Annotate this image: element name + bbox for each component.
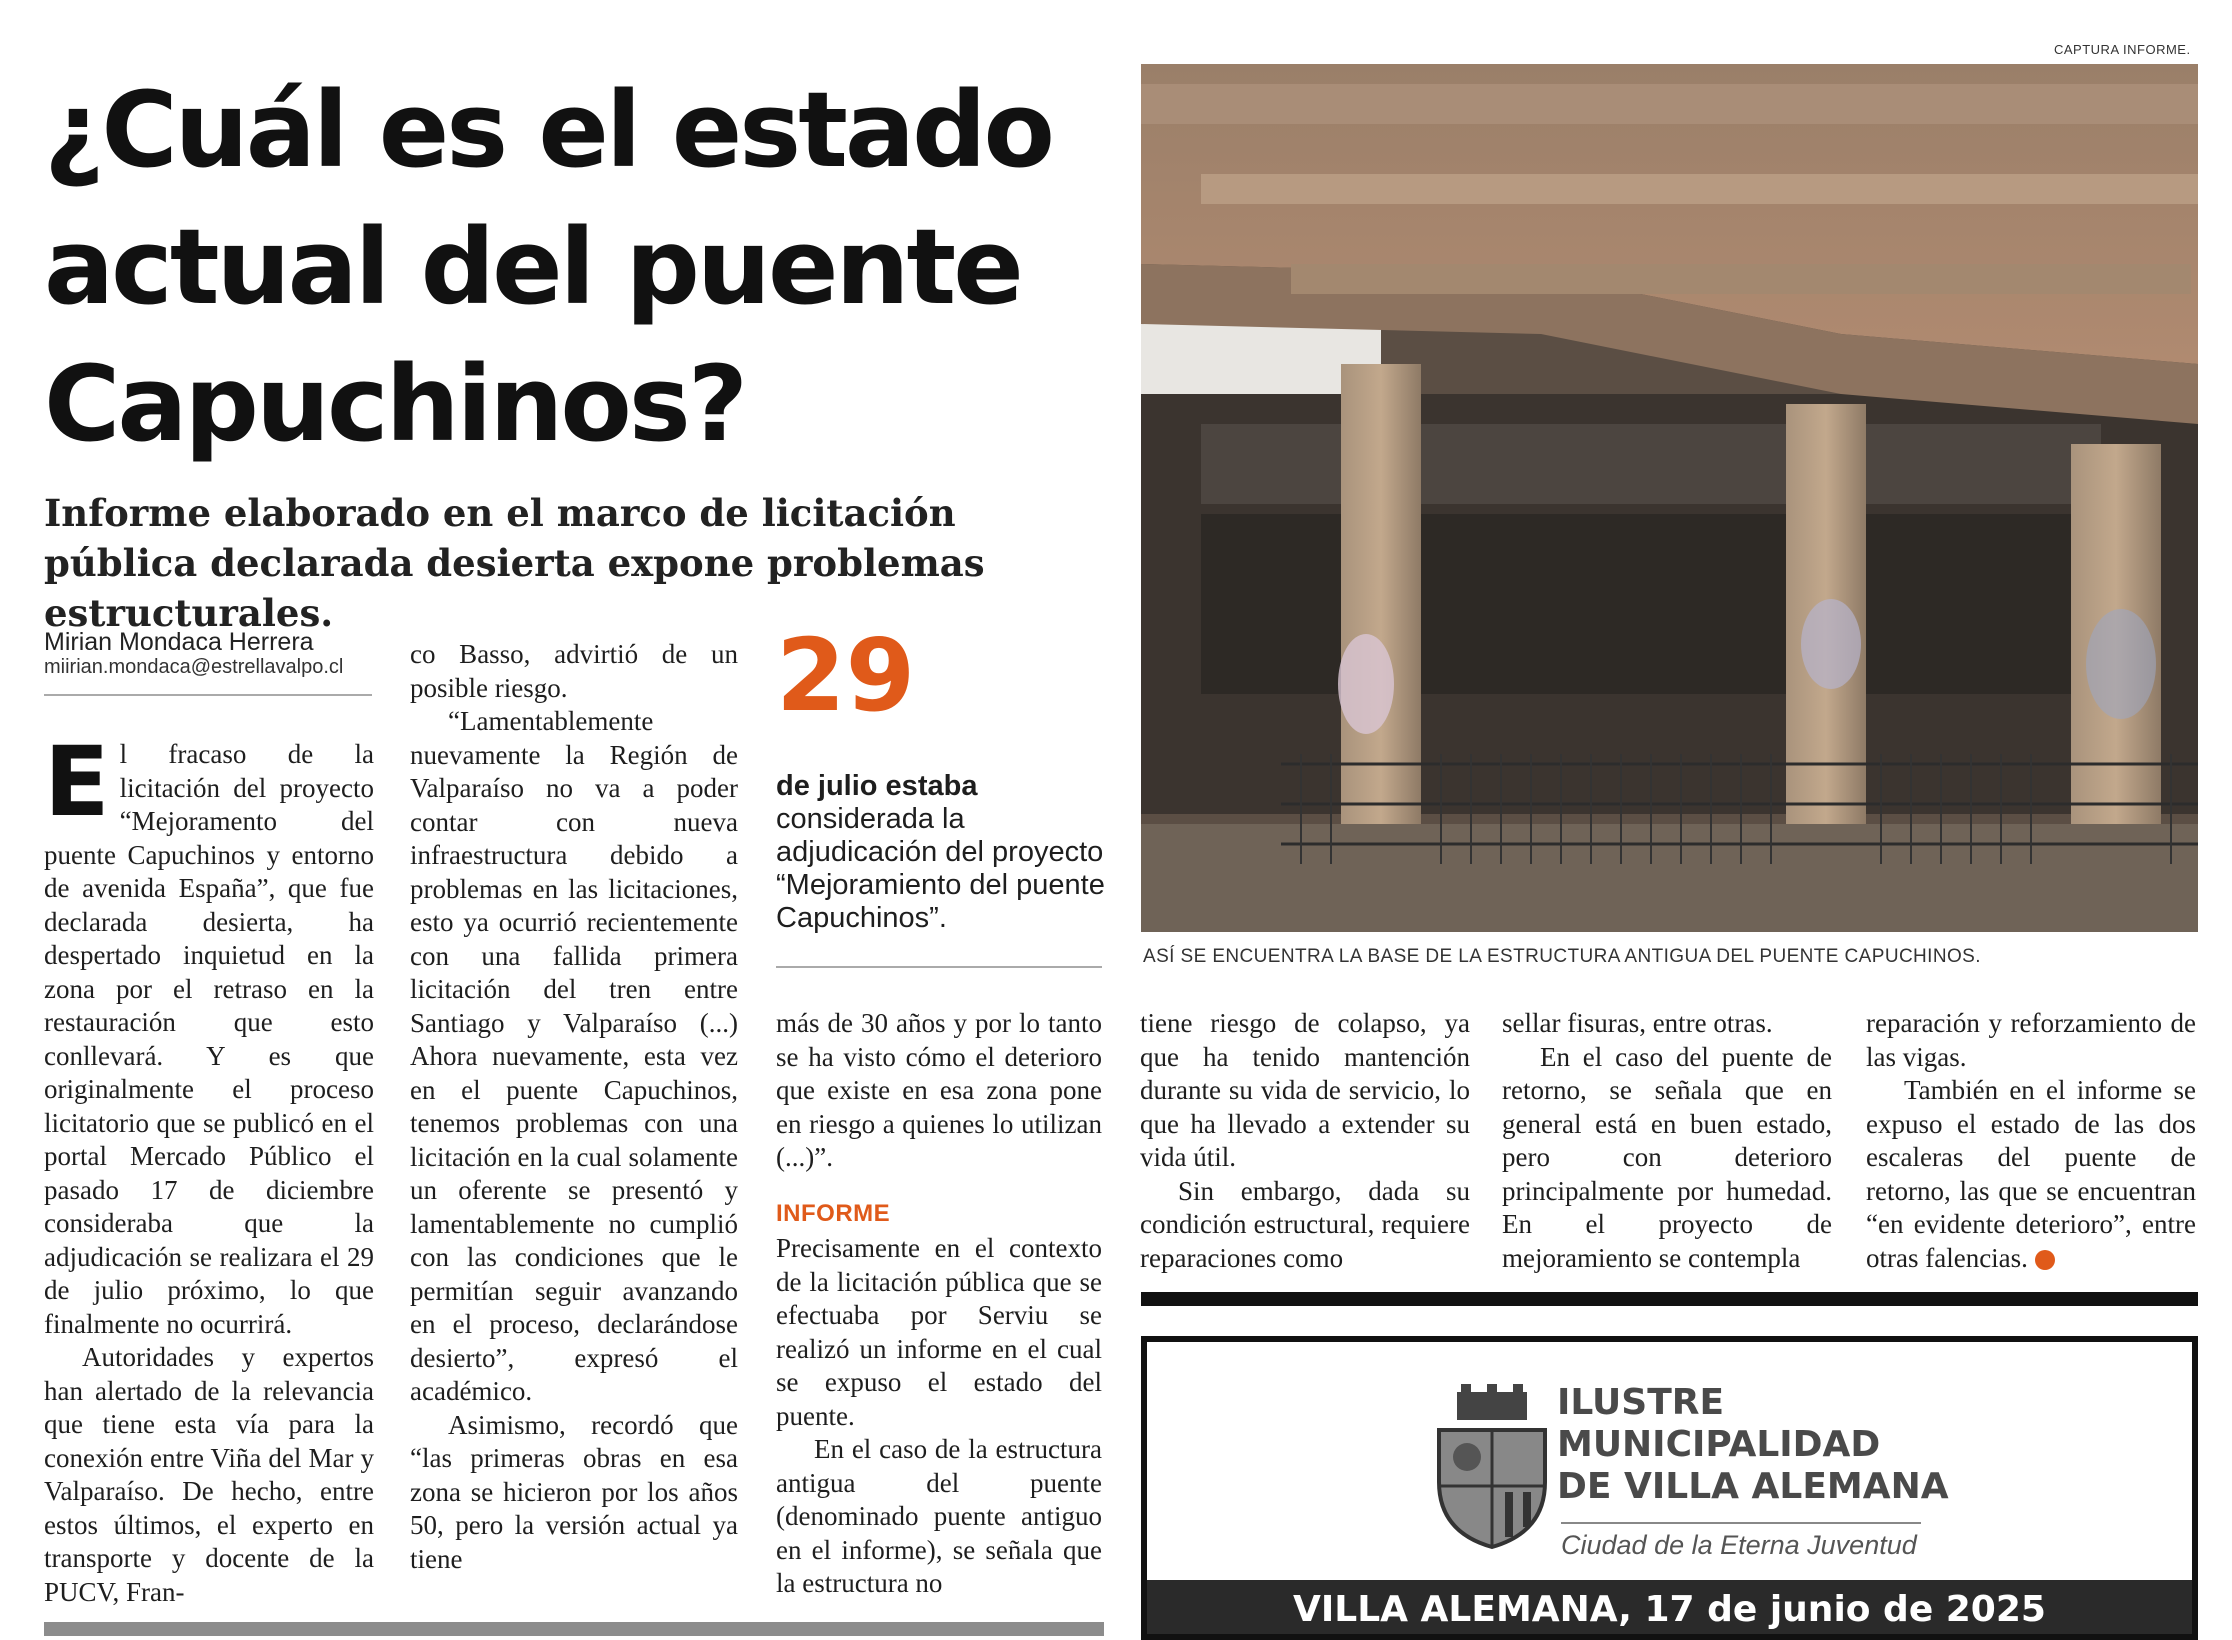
paragraph: En el caso de la estructura antigua del puente (denominado puente antiguo en el informe), se señala que la estructura no	[776, 1434, 1102, 1598]
municipality-line: ILUSTRE	[1557, 1382, 1725, 1423]
highlight-divider	[776, 966, 1102, 968]
bottom-rule	[44, 1622, 1104, 1636]
section-rule	[1141, 1292, 2198, 1306]
paragraph: Sin embargo, dada su condición estructural, requiere reparaciones como	[1140, 1175, 1470, 1273]
author-name: Mirian Mondaca Herrera	[44, 628, 314, 656]
municipality-name	[1557, 1382, 1949, 1508]
highlight-bold: de julio estaba	[776, 770, 978, 802]
author-email: miirian.mondaca@estrellavalpo.cl	[44, 656, 344, 678]
paragraph: “Lamentablemente nuevamente la Región de Valparaíso no va a poder contar con nueva infraestructura debido a problemas en las licitaciones, esto ya ocurrió recientemente con una fallida primera licitación del tren entre Santiago y Valparaíso (...) Ahora nuevamente, esta vez en el puente Capuchinos, tenemos problemas con una licitación en la cual solamente un oferente se presentó y lamentablemente no cumplió con las condiciones que le permitían seguir avanzando en el proceso, declarándose desierto”, expresó el académico.	[410, 706, 738, 1406]
advertisement	[1141, 1336, 2198, 1640]
photo-caption: ASÍ SE ENCUENTRA LA BASE DE LA ESTRUCTURA ANTIGUA DEL PUENTE CAPUCHINOS.	[1143, 946, 1981, 967]
highlight-number: 29	[776, 617, 916, 734]
column-1	[44, 726, 374, 1609]
paragraph: Autoridades y expertos han alertado de la relevancia que tiene esta vía para la conexión entre Viña del Mar y Valparaíso. De hecho, entre estos últimos, el experto en transporte y docente de la PUCV, Fran-	[44, 1342, 374, 1607]
column-5	[1502, 1007, 1832, 1275]
paragraph: Asimismo, recordó que “las primeras obras en esa zona se hicieron por los años 50, pero la versión actual ya tiene	[410, 1409, 738, 1574]
municipality-line: DE VILLA ALEMANA	[1557, 1466, 1949, 1507]
paragraph: más de 30 años y por lo tanto se ha visto cómo el deterioro que existe en esa zona pone en riesgo a quienes lo utilizan (...)”.	[776, 1008, 1102, 1172]
paragraph: l fracaso de la licitación del proyecto “Mejoramento del puente Capuchinos y entorno de avenida España”, que fue declarada desierta, ha despertado inquietud en la zona por el retraso en la restauración que esto conllevará. Y es que originalmente el proceso licitatorio que se publicó en el portal Mercado Público el pasado 17 de diciembre consideraba que la adjudicación se realizara el 29 de julio próximo, lo que finalmente no ocurrirá.	[44, 739, 374, 1339]
ad-footer: VILLA ALEMANA, 17 de junio de 2025	[1147, 1580, 2192, 1640]
municipal-crest-icon	[1427, 1382, 1557, 1552]
highlight-text: considerada la adjudicación del proyecto “Mejoramiento del puente Capuchinos”.	[776, 803, 1105, 934]
paragraph-text: También en el informe se expuso el estado de las dos escaleras del puente de retorno, las que se encuentran “en evidente deterioro”, entre otras falencias.	[1866, 1075, 2196, 1273]
paragraph: co Basso, advirtió de un posible riesgo.	[410, 639, 738, 703]
end-mark-icon: ✕	[2035, 1250, 2055, 1270]
paragraph: sellar fisuras, entre otras.	[1502, 1008, 1773, 1038]
paragraph: Precisamente en el contexto de la licitación pública que se efectuaba por Serviu se realizó un informe en el cual se expuso el estado del puente.	[776, 1233, 1102, 1431]
headline: ¿Cuál es el estado actual del puente Capuchinos?	[44, 69, 1052, 465]
paragraph: En el caso del puente de retorno, se señala que en general está en buen estado, pero con deterioro principalmente por humedad. En el proyecto de mejoramiento se contempla	[1502, 1041, 1832, 1273]
ad-divider	[1561, 1522, 1921, 1524]
photo-credit: CAPTURA INFORME.	[2054, 42, 2191, 57]
paragraph: reparación y reforzamiento de las vigas.	[1866, 1008, 2196, 1072]
column-4	[1140, 1007, 1470, 1275]
bridge-photo	[1141, 64, 2198, 932]
column-3	[776, 1007, 1102, 1601]
paragraph: tiene riesgo de colapso, ya que ha tenido mantención durante su vida de servicio, lo que ha llevado a extender su vida útil.	[1140, 1008, 1470, 1172]
column-6	[1866, 1007, 2196, 1275]
section-heading: INFORME	[776, 1199, 891, 1227]
municipality-tagline: Ciudad de la Eterna Juventud	[1561, 1530, 1917, 1560]
byline-divider	[44, 694, 372, 696]
municipality-line: MUNICIPALIDAD	[1557, 1424, 1881, 1465]
paragraph	[1866, 1074, 2196, 1275]
deck: Informe elaborado en el marco de licitación pública declarada desierta expone problemas estructurales.	[44, 491, 985, 635]
column-2	[410, 638, 738, 1576]
highlight-description	[776, 770, 1106, 935]
drop-cap: E	[44, 726, 110, 838]
